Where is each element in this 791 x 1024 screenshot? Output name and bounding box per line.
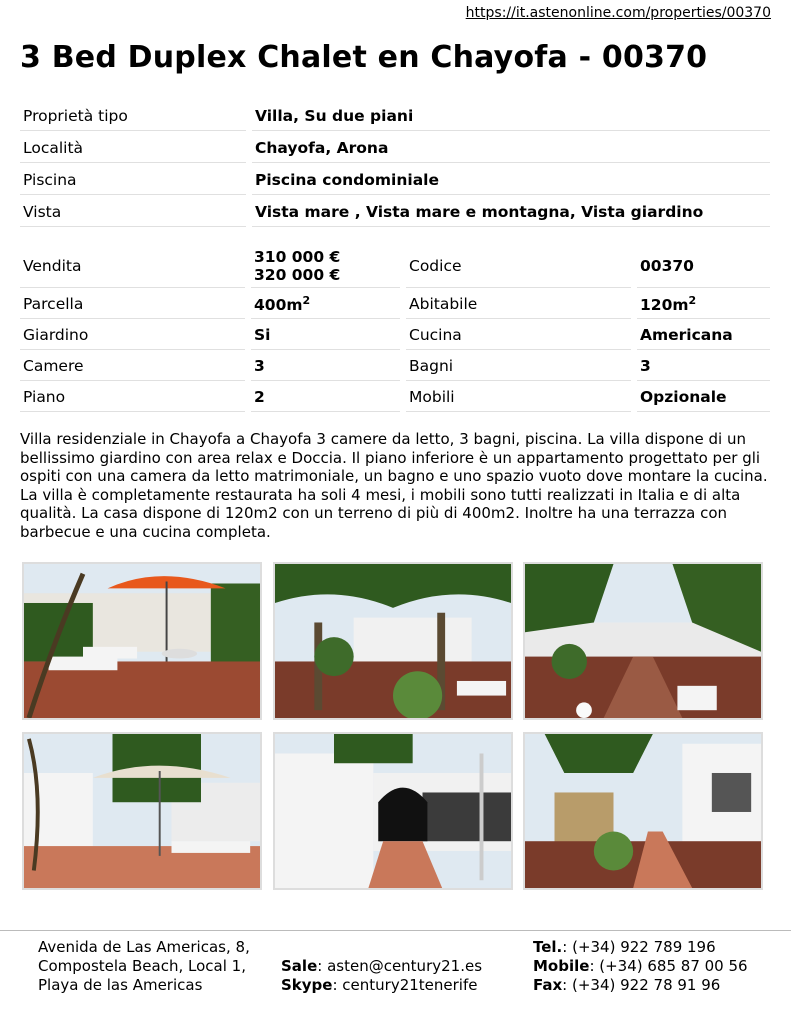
living-number: 120m (640, 296, 689, 315)
rooms-label: Camere (20, 352, 245, 381)
floor-label: Piano (20, 383, 245, 412)
address-line: Playa de las Americas (38, 976, 203, 994)
property-specs-table (20, 243, 770, 414)
specs-row-garden (20, 321, 770, 350)
tel-label: Tel. (533, 938, 563, 956)
price-current: 310 000 € (254, 248, 341, 266)
photo-garden-path[interactable] (523, 562, 763, 720)
code-value: 00370 (637, 245, 770, 288)
rooms-value: 3 (251, 352, 400, 381)
living-label: Abitabile (406, 290, 631, 319)
info-value: Villa, Su due piani (252, 101, 770, 131)
page-title: 3 Bed Duplex Chalet en Chayofa - 00370 (20, 40, 708, 75)
photo-entrance-arch[interactable] (273, 732, 513, 890)
tel-contact[interactable] (533, 938, 748, 957)
footer-contact-phone (533, 938, 748, 995)
address-line: Avenida de Las Americas, 8, (38, 938, 250, 956)
skype-value: : century21tenerife (332, 976, 478, 994)
specs-row-area (20, 290, 770, 319)
sale-email-value: : asten@century21.es (317, 957, 483, 975)
info-row-pool (20, 165, 770, 195)
info-label: Proprietà tipo (20, 101, 246, 131)
info-value: Piscina condominiale (252, 165, 770, 195)
baths-label: Bagni (406, 352, 631, 381)
plot-label: Parcella (20, 290, 245, 319)
furniture-value: Opzionale (637, 383, 770, 412)
info-label: Vista (20, 197, 246, 227)
info-label: Località (20, 133, 246, 163)
baths-value: 3 (637, 352, 770, 381)
living-value (637, 290, 770, 319)
skype-label: Skype (281, 976, 333, 994)
mobile-value: : (+34) 685 87 00 56 (589, 957, 748, 975)
fax-label: Fax (533, 976, 563, 994)
plot-value (251, 290, 400, 319)
floor-value: 2 (251, 383, 400, 412)
info-value: Chayofa, Arona (252, 133, 770, 163)
fax-contact[interactable] (533, 976, 748, 995)
tel-value: : (+34) 922 789 196 (562, 938, 716, 956)
property-description: Villa residenziale in Chayofa a Chayofa 3 camere da letto, 3 bagni, piscina. La villa dispone di un bellissimo giardino con area relax e Doccia. Il piano inferiore è un appartamento progettato per gli ospiti con una camera da letto matrimoniale, un bagno e uno spazio vuoto dove montare la cucina. La villa è completamente restaurata ha soli 4 mesi, i mobili sono tutti realizzati in Italia e di alta qualità. La casa dispone di 120m2 con un terreno di più di 400m2. Inoltre ha una terrazza con barbecue e una cucina completa. (20, 430, 768, 541)
kitchen-value: Americana (637, 321, 770, 350)
price-previous: 320 000 € (254, 266, 341, 284)
sale-email-label: Sale (281, 957, 318, 975)
sale-prices (251, 245, 400, 288)
info-value: Vista mare , Vista mare e montagna, Vista giardino (252, 197, 770, 227)
address-line: Compostela Beach, Local 1, (38, 957, 246, 975)
plot-number: 400m (254, 296, 303, 315)
sale-email[interactable] (281, 957, 482, 976)
living-unit-exponent: 2 (688, 293, 697, 307)
garden-value: Si (251, 321, 400, 350)
plot-unit-exponent: 2 (302, 293, 311, 307)
footer-contact-online (281, 957, 482, 995)
info-row-view (20, 197, 770, 227)
furniture-label: Mobili (406, 383, 631, 412)
fax-value: : (+34) 922 78 91 96 (562, 976, 721, 994)
info-row-type (20, 101, 770, 131)
photo-side-path[interactable] (523, 732, 763, 890)
footer-divider (0, 930, 791, 931)
property-info-table (20, 99, 770, 229)
property-url-link[interactable]: https://it.astenonline.com/properties/00370 (465, 5, 771, 21)
info-row-location (20, 133, 770, 163)
mobile-label: Mobile (533, 957, 590, 975)
photo-garden-umbrella[interactable] (22, 562, 262, 720)
skype-contact[interactable] (281, 976, 482, 995)
specs-row-floor (20, 383, 770, 412)
kitchen-label: Cucina (406, 321, 631, 350)
sale-label: Vendita (20, 245, 245, 288)
garden-label: Giardino (20, 321, 245, 350)
specs-row-rooms (20, 352, 770, 381)
specs-row-price (20, 245, 770, 288)
code-label: Codice (406, 245, 631, 288)
photo-terrace-umbrella[interactable] (22, 732, 262, 890)
photo-palm-garden[interactable] (273, 562, 513, 720)
footer-address (38, 938, 250, 995)
info-label: Piscina (20, 165, 246, 195)
mobile-contact[interactable] (533, 957, 748, 976)
